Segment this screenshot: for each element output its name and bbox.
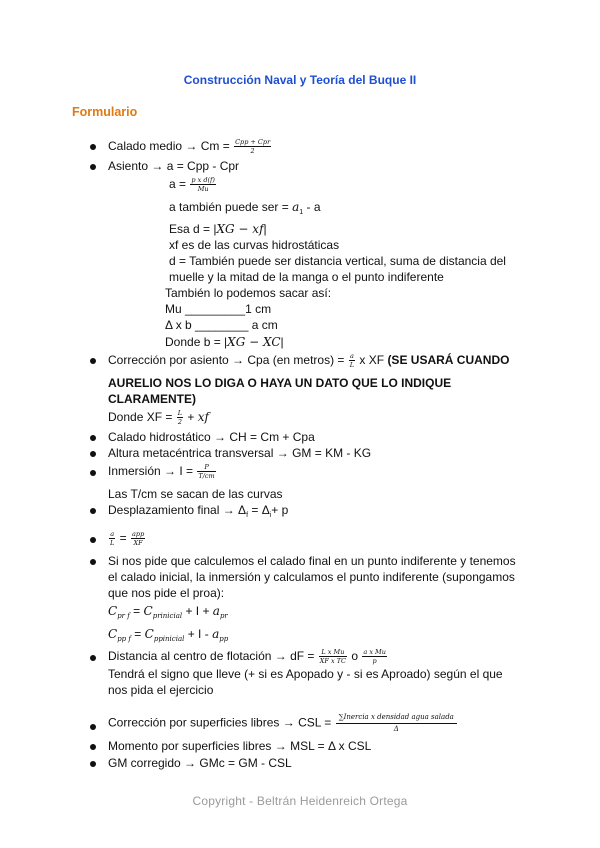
bullet-icon [90, 724, 96, 730]
formula-a: a = $\frac{\text{p x d(f)}}{Mu}$ [169, 176, 215, 194]
text-d-tambien-1: d = También puede ser distancia vertical, suma de distancia del [169, 254, 506, 268]
formula-calado-medio: Calado medio → Cm = $\frac{\text{Cpp + Cpr}}{2}$ [108, 138, 271, 156]
bullet-icon [90, 358, 96, 364]
text-tambien-asi: También lo podemos sacar así: [165, 286, 332, 300]
formula-cprf: $C_{pr f} = C_{prinicial} + I + a_{pr}$ [108, 604, 228, 620]
bullet-icon [90, 435, 96, 441]
formula-desplazamiento: Desplazamiento final → $\Delta_f = \Delta_i+ p$ [108, 503, 289, 519]
text-a-tambien: a también puede ser = $a_1$ - a [169, 200, 321, 216]
copyright-footer: Copyright - Beltrán Heidenreich Ortega [192, 794, 408, 808]
formula-calado-hidrostatico: Calado hidrostático → CH = Cm + Cpa [108, 430, 315, 444]
text-tendra-1: Tendrá el signo que lleve (+ si es Apopado y - si es Aproado) según el que [108, 667, 503, 681]
text-xf-curvas: xf es de las curvas hidrostáticas [169, 238, 340, 252]
text-delta-line: Δ x b ________ a cm [165, 318, 278, 332]
formula-momento-superficies: Momento por superficies libres → MSL = Δ x CSL [108, 739, 372, 753]
bullet-icon [90, 537, 96, 543]
bullet-icon [90, 508, 96, 514]
formula-cppf: $C_{pp f} = C_{ppinicial} + I - a_{pp}$ [108, 627, 229, 643]
formula-donde-b: Donde b = |XG − XC| [165, 335, 284, 349]
formula-ratio: $\frac{a}{L}$ = $\frac{\text{app}}{XF}$ [110, 530, 145, 548]
bullet-icon [90, 470, 96, 476]
document-title: Construcción Naval y Teoría del Buque II [183, 73, 417, 87]
text-correccion-bold-2: AURELIO NOS LO DIGA O HAYA UN DATO QUE LO INDIQUE [108, 376, 452, 390]
bullet-icon [90, 144, 96, 150]
formula-correccion-superficies: Corrección por superficies libres → CSL = $\frac{\text{∑Inercia x densidad agua salada}}{\Delta}$ [108, 712, 458, 735]
bullet-icon [90, 559, 96, 565]
text-tendra-2: nos pida el ejercicio [108, 683, 214, 697]
bullet-icon [90, 164, 96, 170]
text-d-tambien-2: muelle y la mitad de la manga o el punto indiferente [169, 270, 444, 284]
formula-gm-corregido: GM corregido → GMc = GM - CSL [108, 756, 292, 770]
formula-distancia-flotacion: Distancia al centro de flotación → dF = $\frac{\text{L x Mu}}{\text{XF x TC}}$ o $\frac{\text{a x Mu}}{p}$ [108, 648, 386, 666]
bullet-icon [90, 761, 96, 767]
formula-asiento: Asiento → a = Cpp - Cpr [108, 159, 240, 173]
bullet-icon [90, 744, 96, 750]
formula-inmersion: Inmersión → I = $\frac{P}{T/cm}$ [108, 463, 215, 481]
section-heading: Formulario [72, 105, 138, 119]
text-si-nos-pide-2: el calado inicial, la inmersión y calculamos el punto indiferente (supongamos [108, 570, 515, 584]
formula-esa-d: Esa d = |XG − xf| [169, 222, 267, 236]
text-tcm-curvas: Las T/cm se sacan de las curvas [108, 487, 283, 501]
formula-donde-xf: Donde XF = $\frac{L}{2}$ + xf [108, 409, 209, 427]
formula-correccion-asiento: Corrección por asiento → Cpa (en metros) = $\frac{a}{L}$ x XF (SE USARÁ CUANDO [108, 352, 510, 370]
text-si-nos-pide-1: Si nos pide que calculemos el calado final en un punto indiferente y tenemos [108, 554, 516, 568]
text-si-nos-pide-3: que nos pide el proa): [108, 586, 225, 600]
text-mu-line: Mu _________1 cm [165, 302, 272, 316]
text-correccion-bold-3: CLARAMENTE) [108, 392, 196, 406]
bullet-icon [90, 451, 96, 457]
bullet-icon [90, 655, 96, 661]
formula-altura-metacentrica: Altura metacéntrica transversal → GM = KM - KG [108, 446, 372, 460]
